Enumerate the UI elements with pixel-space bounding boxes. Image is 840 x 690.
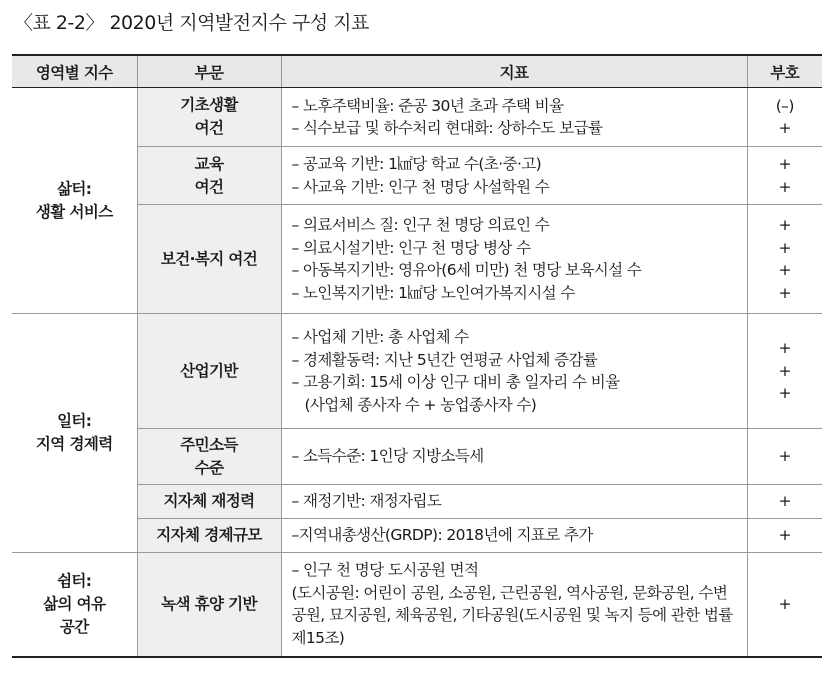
table-row	[12, 553, 822, 657]
sector-cell	[137, 205, 281, 314]
indicator-line: – 의료시설기반: 인구 천 명당 병상 수	[291, 238, 531, 257]
sector-label: 지자체 재정력	[163, 492, 255, 510]
sign-value: +	[778, 238, 791, 257]
area-label: 공간	[59, 617, 89, 636]
area-label: 생활 서비스	[35, 202, 113, 221]
area-label: 지역 경제력	[35, 435, 113, 453]
area-label: 쉼터:	[57, 571, 92, 590]
indicator-cell	[281, 147, 747, 205]
sign-value: +	[778, 261, 791, 279]
sector-cell	[137, 147, 281, 205]
sign-value: +	[778, 283, 791, 302]
header-area: 영역별 지수	[12, 55, 137, 88]
table-title: 〈표 2-2〉 2020년 지역발전지수 구성 지표	[14, 12, 369, 34]
sector-label: 산업기반	[180, 361, 238, 380]
sector-label: 여건	[194, 177, 224, 196]
indicator-cell	[281, 314, 747, 429]
header-row	[12, 55, 822, 88]
header-indicator: 지표	[281, 55, 747, 88]
indicator-line: –지역내총생산(GRDP): 2018년에 지표로 추가	[291, 526, 593, 545]
indicator-cell	[281, 519, 747, 553]
sign-cell	[747, 205, 822, 314]
sign-cell	[747, 519, 822, 553]
indicator-cell	[281, 485, 747, 519]
area-label: 일터:	[57, 412, 92, 430]
sector-label: 주민소득	[180, 435, 238, 454]
sign-value: +	[778, 177, 791, 196]
sign-value: +	[778, 595, 791, 613]
sector-cell	[137, 314, 281, 429]
sign-value: +	[778, 119, 791, 137]
indicator-line: – 아동복지기반: 영유아(6세 미만) 천 명당 보육시설 수	[291, 261, 642, 279]
indicator-line: – 사교육 기반: 인구 천 명당 사설학원 수	[291, 177, 550, 196]
indicator-line: (도시공원: 어린이 공원, 소공원, 근린공원, 역사공원, 문화공원, 수변공원, 묘지공원, 체육공원, 기타공원(도시공원 및 녹지 등에 관한 법률 제15조)	[291, 583, 733, 647]
indicator-line: – 노후주택비율: 준공 30년 초과 주택 비율	[291, 96, 564, 115]
sign-cell	[747, 314, 822, 429]
sign-cell	[747, 88, 822, 147]
sector-label: 지자체 경제규모	[156, 526, 262, 544]
sign-cell	[747, 429, 822, 485]
area-cell-life	[12, 88, 137, 314]
sector-label: 여건	[194, 119, 224, 137]
indicator-line: – 경제활동력: 지난 5년간 연평균 사업체 증감률	[291, 350, 598, 369]
sector-cell	[137, 553, 281, 657]
indicator-line: – 의료서비스 질: 인구 천 명당 의료인 수	[291, 216, 550, 234]
header-sign: 부호	[747, 55, 822, 88]
sign-cell	[747, 485, 822, 519]
area-label: 삶터:	[57, 179, 92, 198]
sector-label: 수준	[194, 458, 224, 477]
indicator-line: – 노인복지기반: 1㎢당 노인여가복지시설 수	[291, 283, 575, 302]
sector-cell	[137, 519, 281, 553]
sign-cell	[747, 553, 822, 657]
area-cell-rest	[12, 553, 137, 657]
indicator-cell	[281, 553, 747, 657]
indicator-line: – 사업체 기반: 총 사업체 수	[291, 328, 469, 346]
indicator-table	[12, 54, 822, 658]
indicator-line: (사업체 종사자 수 + 농업종사자 수)	[291, 395, 537, 414]
sector-label: 기초생활	[180, 96, 238, 114]
sign-value: +	[778, 492, 791, 511]
sign-value: +	[778, 384, 791, 403]
sign-value: +	[778, 526, 791, 545]
sign-value: +	[778, 216, 791, 234]
sign-value: (–)	[775, 96, 794, 115]
table-row	[12, 314, 822, 429]
indicator-line: – 인구 천 명당 도시공원 면적	[291, 561, 479, 580]
indicator-line: – 고용기회: 15세 이상 인구 대비 총 일자리 수 비율	[291, 373, 620, 391]
sector-cell	[137, 429, 281, 485]
sign-value: +	[778, 361, 791, 380]
sign-value: +	[778, 339, 791, 358]
indicator-line: – 식수보급 및 하수처리 현대화: 상하수도 보급률	[291, 119, 603, 137]
indicator-cell	[281, 205, 747, 314]
indicator-line: – 공교육 기반: 1㎢당 학교 수(초·중·고)	[291, 155, 542, 173]
sign-value: +	[778, 155, 791, 173]
header-sector: 부문	[137, 55, 281, 88]
sign-value: +	[778, 447, 791, 466]
sector-label: 녹색 휴양 기반	[161, 594, 257, 613]
sign-cell	[747, 147, 822, 205]
area-label: 삶의 여유	[43, 594, 106, 613]
indicator-cell	[281, 88, 747, 147]
area-cell-work	[12, 314, 137, 553]
indicator-cell	[281, 429, 747, 485]
indicator-line: – 소득수준: 1인당 지방소득세	[291, 447, 484, 466]
table-row	[12, 88, 822, 147]
sector-cell	[137, 88, 281, 147]
indicator-line: – 재정기반: 재정자립도	[291, 492, 442, 511]
sector-cell	[137, 485, 281, 519]
sector-label: 보건·복지 여건	[160, 249, 258, 268]
sector-label: 교육	[194, 154, 224, 173]
